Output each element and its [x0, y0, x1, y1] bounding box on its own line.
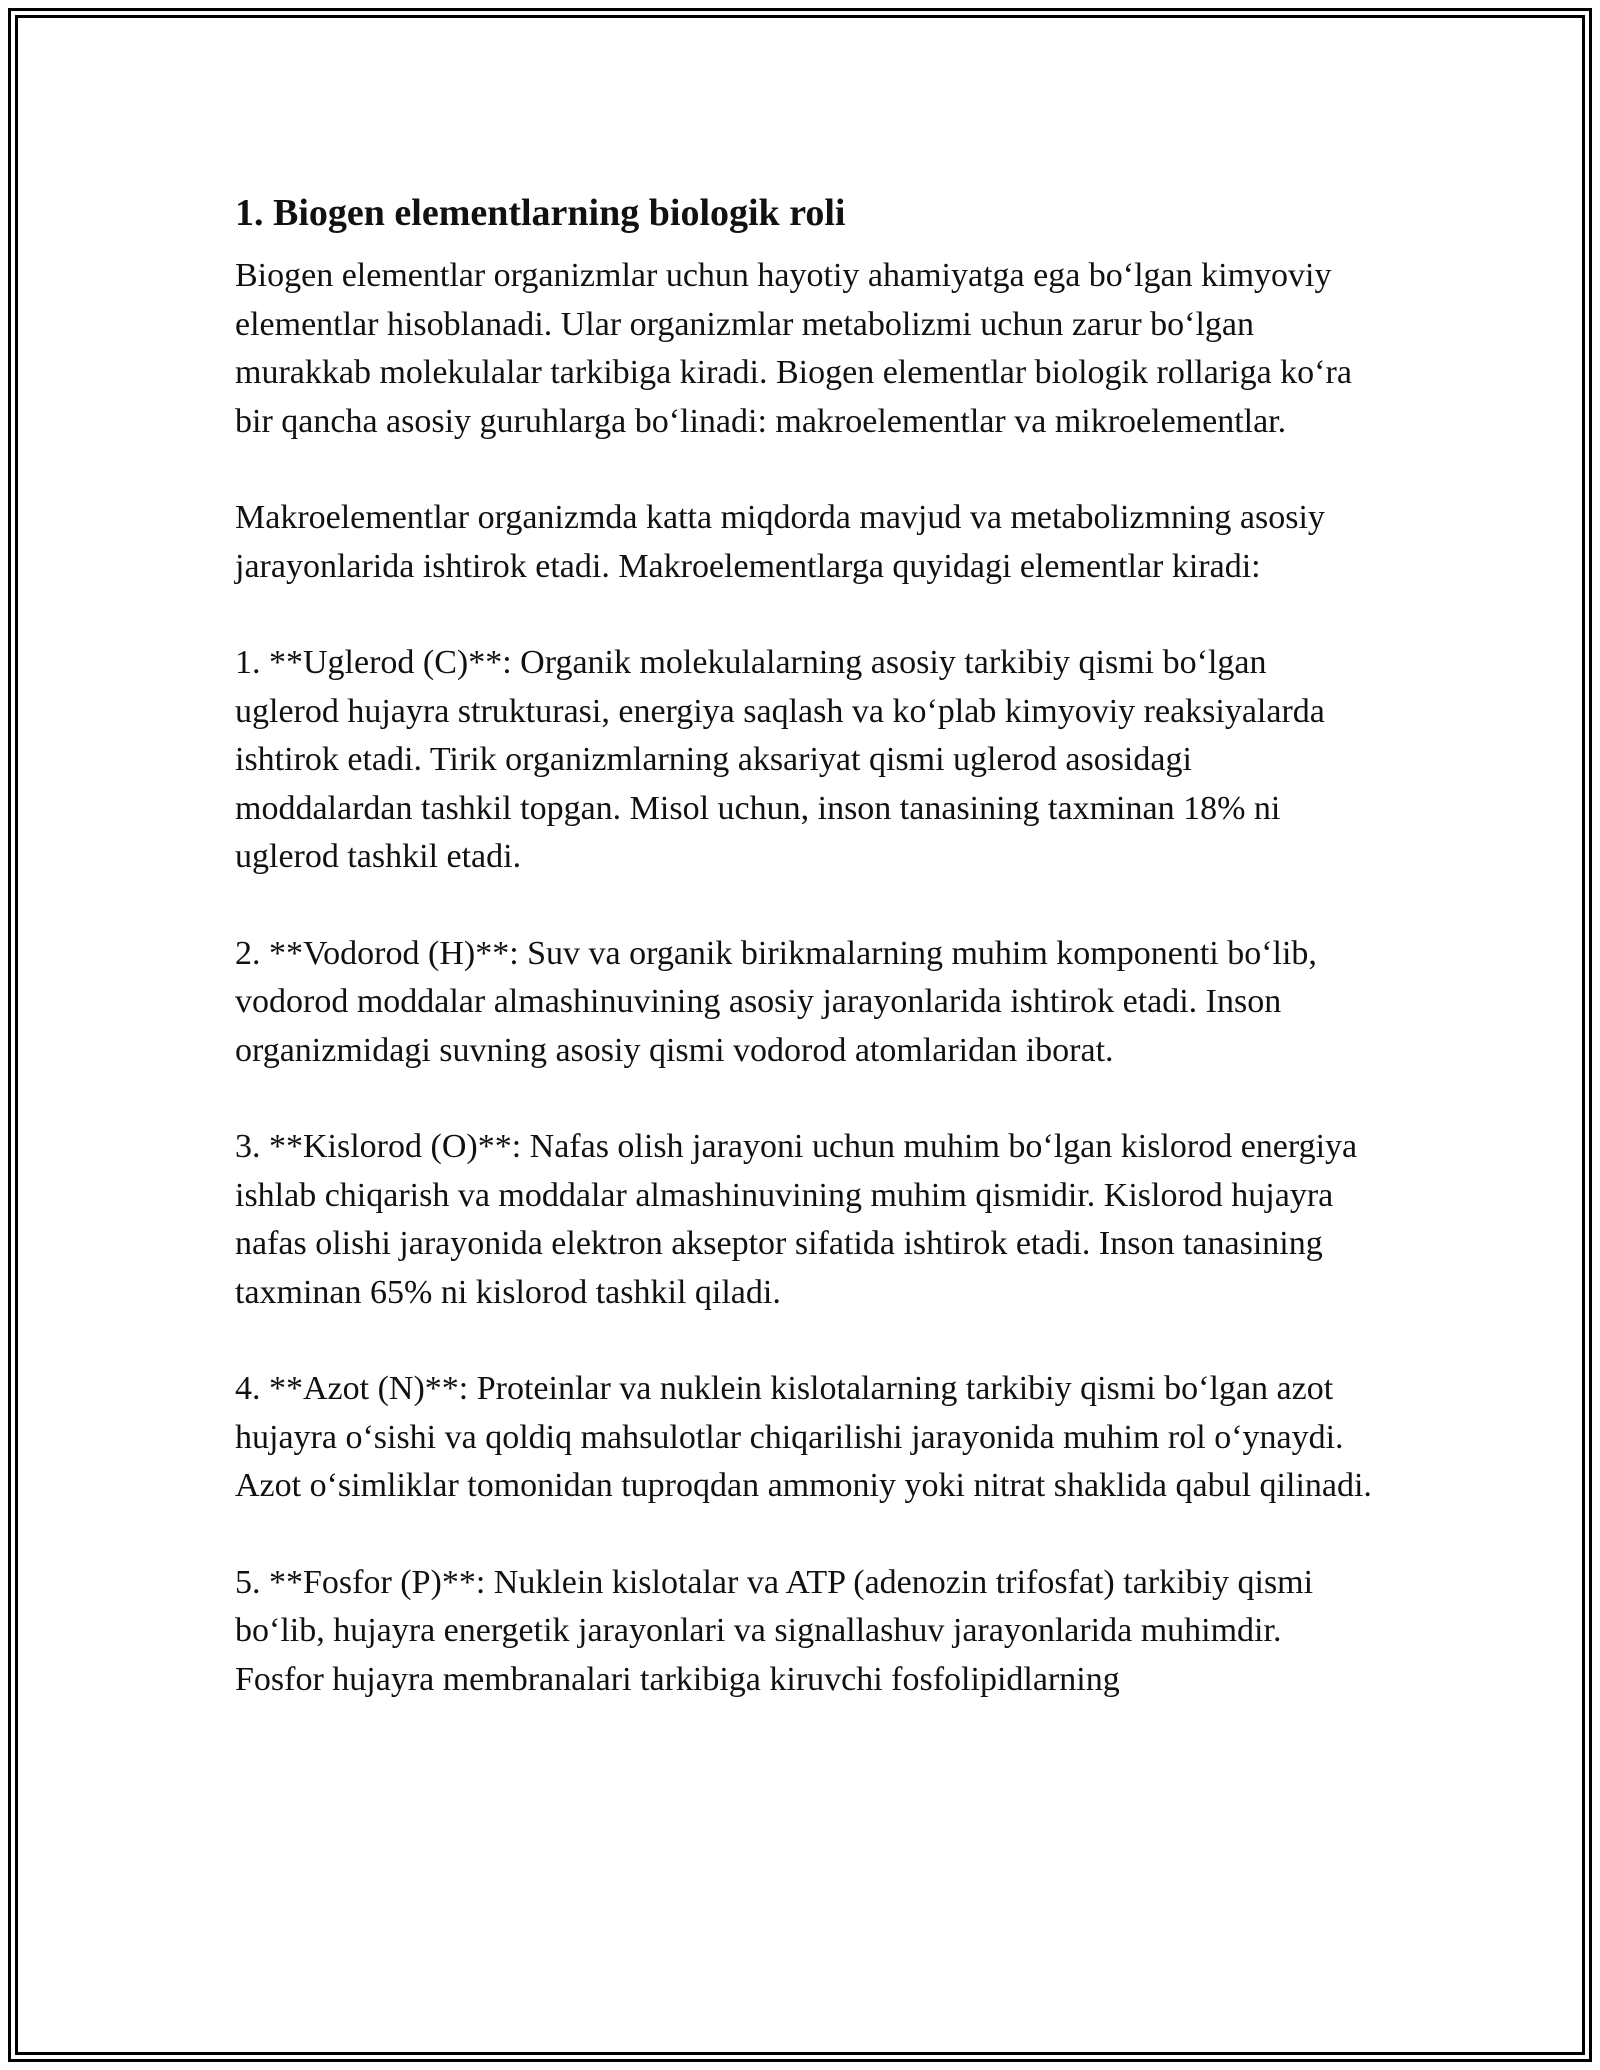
paragraph-macroelements: Makroelementlar organizmda katta miqdorda mavjud va metabolizmning asosiy jarayonlarida ishtirok etadi. Makroelementlarga quyidagi elementlar kiradi: [235, 499, 1325, 585]
paragraph-hydrogen: 2. **Vodorod (H)**: Suv va organik birikmalarning muhim komponenti bo‘lib, vodorod moddalar almashinuvining asosiy jarayonlarida ishtirok etadi. Inson organizmidagi suvning asosiy qismi vodorod atomlaridan iborat. [235, 934, 1317, 1069]
section-heading: 1. Biogen elementlarning biologik roli [235, 192, 846, 234]
paragraph-oxygen: 3. **Kislorod (O)**: Nafas olish jarayoni uchun muhim bo‘lgan kislorod energiya ishlab chiqarish va moddalar almashinuvining muhim qismidir. Kislorod hujayra nafas olishi jarayonida elektron akseptor sifatida ishtirok etadi. Inson tanasining taxminan 65% ni kislorod tashkil qiladi. [235, 1128, 1358, 1311]
document-body [235, 188, 1375, 1752]
paragraph-intro: Biogen elementlar organizmlar uchun hayotiy ahamiyatga ega bo‘lgan kimyoviy elementlar hisoblanadi. Ular organizmlar metabolizmi uchun zarur bo‘lgan murakkab molekulalar tarkibiga kiradi. Biogen elementlar biologik rollariga ko‘ra bir qancha asosiy guruhlarga bo‘linadi: makroelementlar va mikroelementlar. [235, 257, 1352, 440]
paragraph-carbon: 1. **Uglerod (C)**: Organik molekulalarning asosiy tarkibiy qismi bo‘lgan uglerod hujayra strukturasi, energiya saqlash va ko‘plab kimyoviy reaksiyalarda ishtirok etadi. Tirik organizmlarning aksariyat qismi uglerod asosidagi moddalardan tashkil topgan. Misol uchun, inson tanasining taxminan 18% ni uglerod tashkil etadi. [235, 644, 1325, 875]
paragraph-phosphorus: 5. **Fosfor (P)**: Nuklein kislotalar va ATP (adenozin trifosfat) tarkibiy qismi bo‘lib, hujayra energetik jarayonlari va signallashuv jarayonlarida muhimdir. Fosfor hujayra membranalari tarkibiga kiruvchi fosfolipidlarning [235, 1563, 1314, 1698]
paragraph-nitrogen: 4. **Azot (N)**: Proteinlar va nuklein kislotalarning tarkibiy qismi bo‘lgan azot hujayra o‘sishi va qoldiq mahsulotlar chiqarilishi jarayonida muhim rol o‘ynaydi. Azot o‘simliklar tomonidan tuproqdan ammoniy yoki nitrat shaklida qabul qilinadi. [235, 1370, 1372, 1504]
